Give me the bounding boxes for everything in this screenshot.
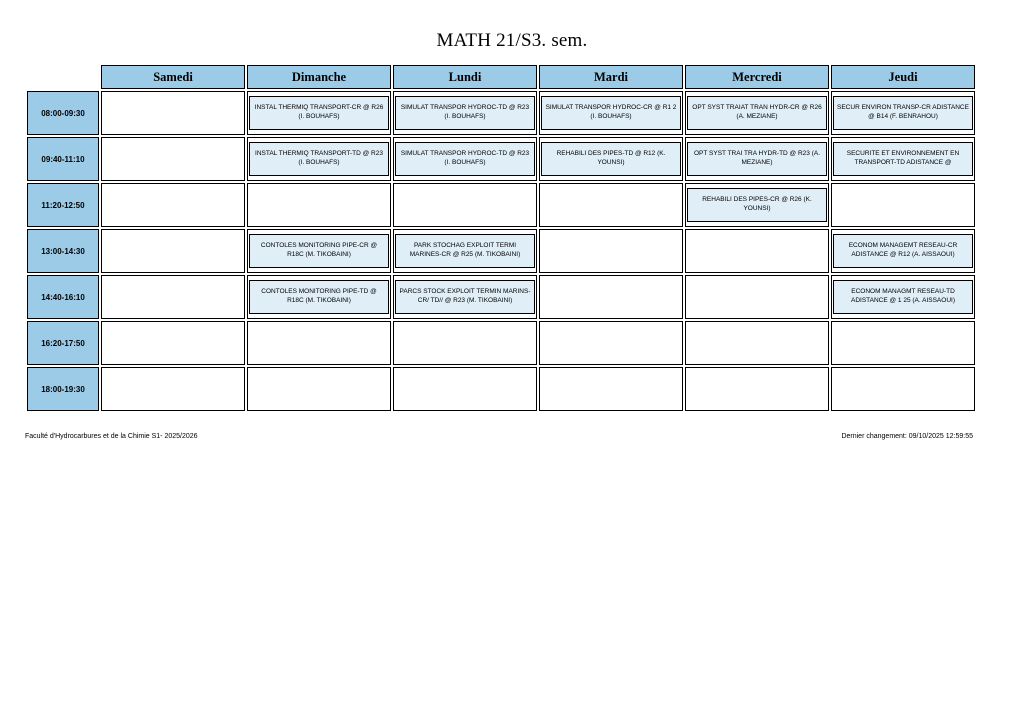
slot-samedi[interactable] (101, 91, 245, 135)
time-label: 11:20-12:50 (27, 183, 99, 227)
course-label: OPT SYST TRAI TRA HYDR-TD @ R23 (A. MEZIANE) (693, 150, 821, 166)
slot-samedi[interactable] (101, 183, 245, 227)
course-event[interactable] (395, 96, 535, 130)
empty-slot (103, 323, 243, 363)
slot-dimanche[interactable] (247, 321, 391, 365)
slot-jeudi[interactable] (831, 321, 975, 365)
time-label: 16:20-17:50 (27, 321, 99, 365)
time-label: 18:00-19:30 (27, 367, 99, 411)
day-header-jeudi: Jeudi (831, 65, 975, 89)
course-label: REHABILI DES PIPES-CR @ R26 (K. YOUNSI) (702, 196, 812, 212)
course-label: ECONOM MANAGEMT RESEAU-CR ADISTANCE @ R12 (A. AISSAOUI) (848, 242, 958, 258)
empty-slot (687, 369, 827, 409)
course-event[interactable] (687, 96, 827, 130)
slot-dimanche[interactable] (247, 275, 391, 319)
slot-mercredi[interactable] (685, 321, 829, 365)
empty-slot (833, 185, 973, 225)
course-event[interactable] (249, 96, 389, 130)
slot-lundi[interactable] (393, 367, 537, 411)
table-row (27, 367, 975, 411)
slot-samedi[interactable] (101, 321, 245, 365)
course-label: CONTOLES MONITORING PIPE-CR @ R18C (M. TIKOBAINI) (260, 242, 378, 258)
empty-slot (395, 323, 535, 363)
slot-lundi[interactable] (393, 91, 537, 135)
empty-slot (103, 185, 243, 225)
day-header-mardi: Mardi (539, 65, 683, 89)
table-row (27, 229, 975, 273)
slot-lundi[interactable] (393, 183, 537, 227)
empty-slot (103, 93, 243, 133)
slot-jeudi[interactable] (831, 91, 975, 135)
empty-slot (541, 231, 681, 271)
course-label: OPT SYST TRAIAT TRAN HYDR-CR @ R26 (A. MEZIANE) (692, 104, 822, 120)
course-event[interactable] (833, 142, 973, 176)
course-event[interactable] (249, 234, 389, 268)
slot-dimanche[interactable] (247, 137, 391, 181)
course-event[interactable] (541, 142, 681, 176)
table-row (27, 91, 975, 135)
course-event[interactable] (395, 142, 535, 176)
empty-slot (249, 369, 389, 409)
time-label: 09:40-11:10 (27, 137, 99, 181)
course-label: INSTAL THERMIQ TRANSPORT-TD @ R23 (I. BOUHAFS) (255, 150, 383, 166)
slot-samedi[interactable] (101, 367, 245, 411)
slot-mercredi[interactable] (685, 229, 829, 273)
slot-dimanche[interactable] (247, 91, 391, 135)
empty-slot (249, 185, 389, 225)
empty-slot (833, 323, 973, 363)
slot-jeudi[interactable] (831, 137, 975, 181)
empty-slot (833, 369, 973, 409)
timetable-header-row (27, 65, 975, 89)
course-event[interactable] (687, 142, 827, 176)
empty-slot (541, 323, 681, 363)
empty-slot (103, 369, 243, 409)
slot-jeudi[interactable] (831, 229, 975, 273)
slot-mardi[interactable] (539, 275, 683, 319)
slot-jeudi[interactable] (831, 367, 975, 411)
empty-slot (249, 323, 389, 363)
table-row (27, 183, 975, 227)
empty-slot (687, 323, 827, 363)
course-label: INSTAL THERMIQ TRANSPORT-CR @ R26 (I. BOUHAFS) (254, 104, 384, 120)
table-row (27, 137, 975, 181)
table-row (27, 275, 975, 319)
slot-mardi[interactable] (539, 137, 683, 181)
empty-slot (687, 277, 827, 317)
course-event[interactable] (833, 234, 973, 268)
slot-jeudi[interactable] (831, 183, 975, 227)
page-title: MATH 21/S3. sem. (436, 30, 588, 51)
day-header-mercredi: Mercredi (685, 65, 829, 89)
slot-mercredi[interactable] (685, 91, 829, 135)
slot-mardi[interactable] (539, 91, 683, 135)
day-header-lundi: Lundi (393, 65, 537, 89)
course-label: SECUR ENVIRON TRANSP-CR ADISTANCE @ B14 (F. BENRAHOU) (837, 104, 969, 120)
course-label: SIMULAT TRANSPOR HYDROC-CR @ R1 2 (I. BOUHAFS) (545, 104, 677, 120)
empty-slot (103, 277, 243, 317)
day-header-dimanche: Dimanche (247, 65, 391, 89)
slot-mercredi[interactable] (685, 137, 829, 181)
slot-mercredi[interactable] (685, 367, 829, 411)
slot-lundi[interactable] (393, 137, 537, 181)
time-label: 14:40-16:10 (27, 275, 99, 319)
footer-faculty: Faculté d'Hydrocarbures et de la Chimie S1- 2025/2026 (25, 433, 198, 440)
time-label: 13:00-14:30 (27, 229, 99, 273)
timetable-container (25, 63, 973, 413)
slot-mardi[interactable] (539, 321, 683, 365)
slot-mardi[interactable] (539, 367, 683, 411)
course-label: SIMULAT TRANSPOR HYDROC-TD @ R23 (I. BOUHAFS) (400, 150, 530, 166)
course-event[interactable] (833, 280, 973, 314)
slot-dimanche[interactable] (247, 229, 391, 273)
corner-cell (27, 65, 99, 89)
slot-mercredi[interactable] (685, 183, 829, 227)
course-event[interactable] (833, 96, 973, 130)
slot-lundi[interactable] (393, 275, 537, 319)
course-event[interactable] (249, 142, 389, 176)
course-label: SIMULAT TRANSPOR HYDROC-TD @ R23 (I. BOUHAFS) (400, 104, 530, 120)
slot-samedi[interactable] (101, 229, 245, 273)
slot-samedi[interactable] (101, 137, 245, 181)
slot-mardi[interactable] (539, 229, 683, 273)
course-event[interactable] (395, 234, 535, 268)
course-label: SECURITE ET ENVIRONNEMENT EN TRANSPORT-TD ADISTANCE @ (846, 150, 960, 166)
slot-dimanche[interactable] (247, 183, 391, 227)
slot-lundi[interactable] (393, 229, 537, 273)
empty-slot (687, 231, 827, 271)
course-label: CONTOLES MONITORING PIPE-TD @ R18C (M. TIKOBAINI) (261, 288, 377, 304)
empty-slot (541, 369, 681, 409)
table-row (27, 321, 975, 365)
slot-mardi[interactable] (539, 183, 683, 227)
empty-slot (103, 139, 243, 179)
empty-slot (103, 231, 243, 271)
empty-slot (395, 369, 535, 409)
slot-dimanche[interactable] (247, 367, 391, 411)
course-label: PARK STOCHAG EXPLOIT TERMI MARINES-CR @ R25 (M. TIKOBAINI) (409, 242, 521, 258)
course-event[interactable] (395, 280, 535, 314)
course-event[interactable] (249, 280, 389, 314)
course-event[interactable] (687, 188, 827, 222)
timetable (25, 63, 977, 413)
slot-jeudi[interactable] (831, 275, 975, 319)
course-label: REHABILI DES PIPES-TD @ R12 (K. YOUNSI) (556, 150, 666, 166)
slot-mercredi[interactable] (685, 275, 829, 319)
course-label: PARCS STOCK EXPLOIT TERMIN MARINS-CR/ TD// @ R23 (M. TIKOBAINI) (399, 288, 531, 304)
empty-slot (541, 277, 681, 317)
course-label: ECONOM MANAGMT RESEAU-TD ADISTANCE @ 1 25 (A. AISSAOUI) (850, 288, 955, 304)
footer-last-change: Dernier changement: 09/10/2025 12:59:55 (841, 433, 973, 440)
slot-samedi[interactable] (101, 275, 245, 319)
empty-slot (395, 185, 535, 225)
slot-lundi[interactable] (393, 321, 537, 365)
course-event[interactable] (541, 96, 681, 130)
empty-slot (541, 185, 681, 225)
day-header-samedi: Samedi (101, 65, 245, 89)
time-label: 08:00-09:30 (27, 91, 99, 135)
